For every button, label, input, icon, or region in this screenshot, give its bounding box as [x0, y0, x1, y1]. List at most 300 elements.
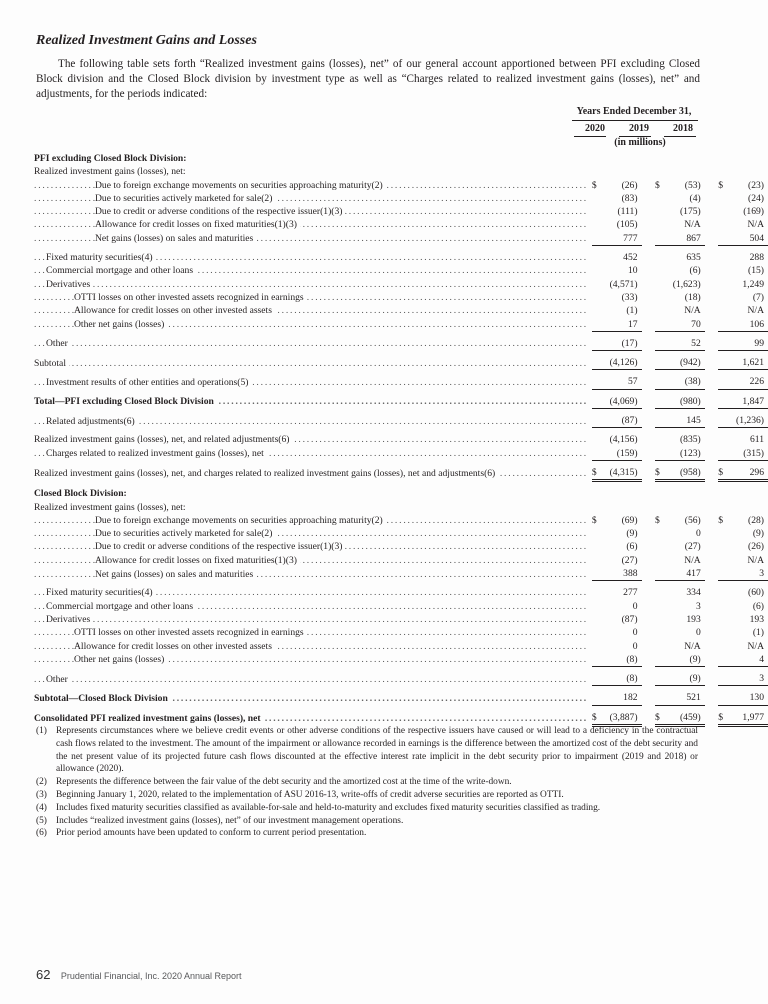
dollar-sign	[655, 567, 662, 581]
value-2020: 57	[599, 370, 642, 389]
footnote-text: Represents circumstances where we believe credit events or other adverse conditions of the respective issuers have caused or will lead to a deficiency in the contractual cash flows related to the investment. The amount of the impairment or allowance recorded in earnings is the difference between the amortized cost of the debt security and the net present value of its projected future cash flows discounted at the effective interest rate implicit in the debt security prior to impairment (2019 and 2018) or allowance (2020).	[56, 726, 698, 775]
dollar-sign	[655, 600, 662, 613]
column-gap	[642, 514, 656, 527]
value-2019: 145	[662, 409, 705, 428]
row-label	[34, 278, 592, 291]
value-2019: (9)	[662, 653, 705, 667]
table-row	[34, 152, 768, 165]
dollar-sign	[655, 304, 662, 317]
dollar-sign	[718, 389, 725, 408]
dollar-sign	[718, 318, 725, 332]
table-row	[34, 409, 768, 428]
table-row	[34, 246, 768, 265]
value-2019: (38)	[662, 370, 705, 389]
column-gap	[642, 389, 656, 408]
column-gap	[642, 304, 656, 317]
value-2020: (87)	[599, 409, 642, 428]
value-2018: (24)	[748, 192, 764, 204]
dollar-sign	[655, 264, 662, 277]
value-2019: (56)	[684, 514, 701, 526]
dollar-sign	[592, 152, 599, 165]
column-gap	[642, 667, 656, 686]
table-row	[34, 192, 768, 205]
column-gap	[705, 389, 719, 408]
row-label-text: Subtotal—Closed Block Division	[34, 693, 171, 704]
row-label	[34, 152, 592, 165]
year-2020: 2020	[585, 123, 605, 134]
dollar-sign	[655, 540, 662, 553]
dollar-sign	[592, 232, 599, 246]
column-gap	[642, 370, 656, 389]
dollar-sign	[718, 686, 725, 705]
value-2018: 1,847	[725, 389, 768, 408]
footnote-5	[36, 815, 698, 828]
dollar-sign: $	[591, 514, 597, 526]
value-2020: (33)	[621, 291, 638, 303]
dollar-sign	[718, 554, 725, 567]
dollar-sign	[718, 192, 725, 205]
dollar-sign	[655, 554, 662, 567]
column-gap	[642, 278, 656, 291]
row-label-text: Allowance for credit losses on fixed maturities(1)(3)	[95, 219, 300, 230]
column-gap	[642, 527, 656, 540]
column-gap	[642, 501, 656, 514]
row-label-text: Commercial mortgage and other loans	[46, 265, 196, 276]
dollar-sign	[592, 205, 599, 218]
value-2019: 0	[695, 627, 701, 639]
value-2020: (87)	[621, 613, 638, 625]
dollar-sign	[718, 613, 725, 626]
dollar-sign	[655, 481, 662, 501]
column-gap	[705, 501, 719, 514]
value-2020: (8)	[599, 653, 642, 667]
value-2019	[662, 481, 705, 501]
value-2020: (1)	[626, 305, 638, 317]
value-2018: (1,236)	[725, 409, 768, 428]
value-2019: (27)	[684, 541, 701, 553]
row-label	[34, 304, 592, 317]
value-2018: (23)	[748, 179, 764, 191]
row-label-text: Realized investment gains (losses), net:	[34, 166, 189, 177]
table-row	[34, 278, 768, 291]
dollar-sign	[718, 567, 725, 581]
row-label-text: Charges related to realized investment gains (losses), net	[46, 448, 267, 459]
table-row	[34, 389, 768, 408]
dollar-sign: $	[592, 460, 599, 480]
column-gap	[705, 527, 719, 540]
row-label-text: Subtotal	[34, 358, 69, 369]
value-2020: (3,887)	[599, 705, 642, 725]
row-label	[34, 218, 592, 231]
intro-paragraph: The following table sets forth “Realized investment gains (losses), net” of our general account apportioned between PFI excluding Closed Block division and the Closed Block division by investment type as well as “Charges related to realized investment gains (losses), net” and adjustments, for the periods indicated:	[36, 58, 700, 100]
value-2019: (123)	[662, 447, 705, 461]
row-label-text: PFI excluding Closed Block Division:	[34, 153, 189, 164]
column-gap	[705, 705, 719, 725]
row-label	[34, 626, 592, 639]
footnote-key: (4)	[36, 802, 47, 813]
value-2020: (105)	[616, 219, 638, 231]
report-title: Prudential Financial, Inc. 2020 Annual Report	[60, 971, 242, 981]
value-2018: (15)	[748, 265, 764, 277]
row-label-text: Realized investment gains (losses), net, and charges related to realized investment gains (losses), net and adjustments(6)	[34, 468, 498, 479]
column-gap	[642, 331, 656, 350]
dollar-sign	[592, 318, 599, 332]
value-2018	[725, 481, 768, 501]
dollar-sign	[655, 626, 662, 639]
value-2020: (8)	[599, 667, 642, 686]
value-2019: 0	[695, 528, 701, 540]
column-gap	[705, 567, 719, 581]
table-row	[34, 264, 768, 277]
value-2018: 1,977	[725, 705, 768, 725]
dollar-sign	[655, 613, 662, 626]
dollar-sign	[655, 232, 662, 246]
dollar-sign	[592, 567, 599, 581]
column-gap	[705, 318, 719, 332]
row-label-text: Realized investment gains (losses), net:	[34, 502, 189, 513]
dollar-sign	[718, 205, 725, 218]
table-row	[34, 165, 768, 178]
footnote-2	[36, 776, 698, 789]
dollar-sign	[655, 527, 662, 540]
table-row	[34, 686, 768, 705]
row-label	[34, 205, 592, 218]
footnote-key: (5)	[36, 815, 47, 826]
value-2020: (69)	[621, 514, 638, 526]
column-gap	[642, 232, 656, 246]
dollar-sign	[655, 205, 662, 218]
value-2019: (9)	[662, 667, 705, 686]
value-2019: N/A	[684, 305, 701, 317]
column-gap	[642, 152, 656, 165]
value-2020	[599, 165, 642, 178]
dollar-sign	[592, 640, 599, 653]
dollar-sign	[718, 600, 725, 613]
column-gap	[705, 667, 719, 686]
dollar-sign	[655, 409, 662, 428]
dollar-sign	[592, 501, 599, 514]
column-gap	[642, 351, 656, 370]
footnote-text: Includes “realized investment gains (losses), net” of our investment management operations.	[56, 815, 404, 826]
value-2018: 504	[725, 232, 768, 246]
column-gap	[642, 192, 656, 205]
row-label	[34, 581, 592, 600]
value-2020: (26)	[621, 179, 638, 191]
column-gap	[705, 291, 719, 304]
dollar-sign	[655, 246, 662, 265]
column-gap	[705, 514, 719, 527]
row-label-text: Other	[46, 338, 71, 349]
table-row	[34, 447, 768, 461]
row-label	[34, 264, 592, 277]
row-label-text: Allowance for credit losses on fixed maturities(1)(3)	[95, 555, 300, 566]
dollar-sign	[592, 389, 599, 408]
dollar-sign	[718, 626, 725, 639]
table-row	[34, 667, 768, 686]
value-2019: (4)	[689, 192, 701, 204]
row-label	[34, 501, 592, 514]
column-gap	[642, 218, 656, 231]
column-gap	[642, 460, 656, 480]
dollar-sign	[592, 653, 599, 667]
table-row	[34, 232, 768, 246]
table-row	[34, 581, 768, 600]
row-label	[34, 554, 592, 567]
column-gap	[705, 460, 719, 480]
value-2019: (835)	[679, 434, 701, 446]
column-gap	[642, 409, 656, 428]
column-gap	[705, 409, 719, 428]
dollar-sign	[592, 613, 599, 626]
dollar-sign	[655, 192, 662, 205]
value-2018: (6)	[752, 600, 764, 612]
value-2019: 867	[662, 232, 705, 246]
column-gap	[705, 179, 719, 192]
column-gap	[705, 447, 719, 461]
value-2019: N/A	[684, 640, 701, 652]
dollar-sign	[655, 447, 662, 461]
dollar-sign	[592, 331, 599, 350]
row-label-text: Due to foreign exchange movements on securities approaching maturity(2)	[95, 515, 386, 526]
row-label	[34, 640, 592, 653]
footnote-text: Beginning January 1, 2020, related to the implementation of ASU 2016-13, write-offs of credit adverse securities are reported as OTTI.	[56, 789, 564, 800]
dollar-sign	[592, 304, 599, 317]
dollar-sign: $	[655, 179, 660, 191]
dollar-sign: $	[718, 179, 724, 191]
value-2018: 3	[725, 567, 768, 581]
value-2020: (17)	[599, 331, 642, 350]
dollar-sign	[592, 667, 599, 686]
row-label	[34, 165, 592, 178]
dollar-sign	[592, 447, 599, 461]
value-2018: 193	[749, 613, 764, 625]
value-2020: (83)	[621, 192, 638, 204]
value-2019: (958)	[662, 460, 705, 480]
footnote-1	[36, 725, 698, 776]
dollar-sign	[718, 278, 725, 291]
dollar-sign	[592, 686, 599, 705]
column-gap	[705, 264, 719, 277]
period-header-rule	[572, 120, 698, 121]
dollar-sign: $	[655, 514, 660, 526]
dollar-sign	[655, 370, 662, 389]
row-label-text: Derivatives	[46, 279, 93, 290]
row-label	[34, 192, 592, 205]
value-2018: N/A	[747, 554, 764, 566]
footnote-3	[36, 789, 698, 802]
value-2020: 0	[632, 600, 638, 612]
table-row	[34, 179, 768, 192]
table-row	[34, 567, 768, 581]
row-label	[34, 409, 592, 428]
column-gap	[642, 205, 656, 218]
column-gap	[642, 653, 656, 667]
value-2019	[662, 165, 705, 178]
row-label-text: OTTI losses on other invested assets recognized in earnings	[74, 292, 307, 303]
dollar-sign	[655, 318, 662, 332]
table-row	[34, 428, 768, 447]
year-2018: 2018	[673, 123, 693, 134]
table-row	[34, 481, 768, 501]
dollar-sign	[655, 351, 662, 370]
row-label-text: OTTI losses on other invested assets recognized in earnings	[74, 627, 307, 638]
column-gap	[642, 600, 656, 613]
column-gap	[642, 291, 656, 304]
page-footer	[36, 966, 242, 984]
row-label-text: Commercial mortgage and other loans	[46, 601, 196, 612]
value-2018: N/A	[747, 640, 764, 652]
column-gap	[642, 567, 656, 581]
dollar-sign	[592, 409, 599, 428]
dollar-sign	[655, 640, 662, 653]
dollar-sign	[592, 481, 599, 501]
dollar-sign	[592, 264, 599, 277]
footnote-6	[36, 827, 698, 840]
row-label	[34, 600, 592, 613]
dollar-sign	[718, 264, 725, 277]
column-gap	[642, 318, 656, 332]
value-2018	[725, 501, 768, 514]
value-2019: N/A	[684, 219, 701, 231]
value-2018: 4	[725, 653, 768, 667]
value-2020: (4,156)	[609, 434, 638, 446]
dollar-sign	[592, 527, 599, 540]
dollar-sign	[718, 331, 725, 350]
row-label-text: Other net gains (losses)	[74, 654, 167, 665]
value-2019: 417	[662, 567, 705, 581]
value-2018: (1)	[752, 627, 764, 639]
dollar-sign	[592, 246, 599, 265]
row-label	[34, 447, 592, 461]
value-2018: 288	[749, 252, 764, 264]
value-2019: 52	[662, 331, 705, 350]
dollar-sign: $	[592, 705, 599, 725]
footnote-key: (6)	[36, 828, 47, 839]
column-gap	[642, 264, 656, 277]
value-2020: (6)	[626, 541, 638, 553]
column-gap	[705, 554, 719, 567]
dollar-sign	[592, 428, 599, 447]
column-gap	[705, 165, 719, 178]
dollar-sign: $	[655, 705, 662, 725]
column-gap	[705, 626, 719, 639]
dollar-sign	[718, 370, 725, 389]
row-label	[34, 351, 592, 370]
value-2020: (9)	[626, 528, 638, 540]
section-title: Realized Investment Gains and Losses	[36, 33, 257, 48]
row-label-text: Related adjustments(6)	[46, 416, 138, 427]
dollar-sign	[655, 291, 662, 304]
column-gap	[642, 705, 656, 725]
dollar-sign	[592, 540, 599, 553]
row-label	[34, 667, 592, 686]
value-2018: 99	[725, 331, 768, 350]
value-2018: (7)	[752, 291, 764, 303]
table-row	[34, 291, 768, 304]
dollar-sign	[718, 653, 725, 667]
row-label-text: Allowance for credit losses on other invested assets	[74, 641, 275, 652]
dollar-sign	[655, 581, 662, 600]
dollar-sign: $	[655, 460, 662, 480]
row-label	[34, 179, 592, 192]
footnotes	[36, 725, 698, 840]
table-row	[34, 600, 768, 613]
table-row	[34, 554, 768, 567]
column-gap	[705, 600, 719, 613]
table-row	[34, 640, 768, 653]
dollar-sign	[718, 351, 725, 370]
footnote-4	[36, 802, 698, 815]
value-2020: (4,571)	[609, 278, 638, 290]
column-gap	[642, 613, 656, 626]
dollar-sign	[718, 409, 725, 428]
table-row	[34, 460, 768, 480]
value-2018: 1,249	[742, 278, 764, 290]
dollar-sign	[718, 291, 725, 304]
row-label	[34, 389, 592, 408]
value-2020	[599, 152, 642, 165]
column-gap	[642, 540, 656, 553]
value-2020	[599, 501, 642, 514]
row-label	[34, 686, 592, 705]
value-2019: 635	[686, 252, 701, 264]
column-gap	[705, 686, 719, 705]
column-gap	[642, 640, 656, 653]
dollar-sign	[655, 278, 662, 291]
value-2019	[662, 152, 705, 165]
row-label-text: Allowance for credit losses on other invested assets	[74, 305, 275, 316]
column-gap	[705, 232, 719, 246]
row-label	[34, 370, 592, 389]
dollar-sign	[592, 192, 599, 205]
dollar-sign	[655, 428, 662, 447]
dollar-sign	[592, 351, 599, 370]
value-2020: (4,069)	[599, 389, 642, 408]
dollar-sign	[655, 653, 662, 667]
value-2019: (980)	[662, 389, 705, 408]
row-label	[34, 318, 592, 332]
value-2020: (4,315)	[599, 460, 642, 480]
row-label	[34, 291, 592, 304]
dollar-sign	[655, 152, 662, 165]
table-row	[34, 318, 768, 332]
column-gap	[642, 246, 656, 265]
dollar-sign	[592, 554, 599, 567]
table-row	[34, 218, 768, 231]
column-gap	[705, 304, 719, 317]
column-gap	[705, 278, 719, 291]
column-gap	[642, 481, 656, 501]
row-label-text: Fixed maturity securities(4)	[46, 252, 156, 263]
dollar-sign	[655, 218, 662, 231]
value-2019: (6)	[689, 265, 701, 277]
row-label	[34, 460, 592, 480]
value-2020: (111)	[617, 206, 638, 218]
table-row	[34, 527, 768, 540]
row-label-text: Other net gains (losses)	[74, 319, 167, 330]
dollar-sign	[718, 447, 725, 461]
column-gap	[705, 152, 719, 165]
dollar-sign	[655, 686, 662, 705]
table-row	[34, 626, 768, 639]
value-2018: (28)	[748, 514, 764, 526]
row-label	[34, 527, 592, 540]
page-number: 62	[36, 967, 51, 982]
row-label	[34, 567, 592, 581]
dollar-sign: $	[718, 460, 725, 480]
value-2018: 130	[725, 686, 768, 705]
row-label-text: Net gains (losses) on sales and maturities	[95, 569, 256, 580]
